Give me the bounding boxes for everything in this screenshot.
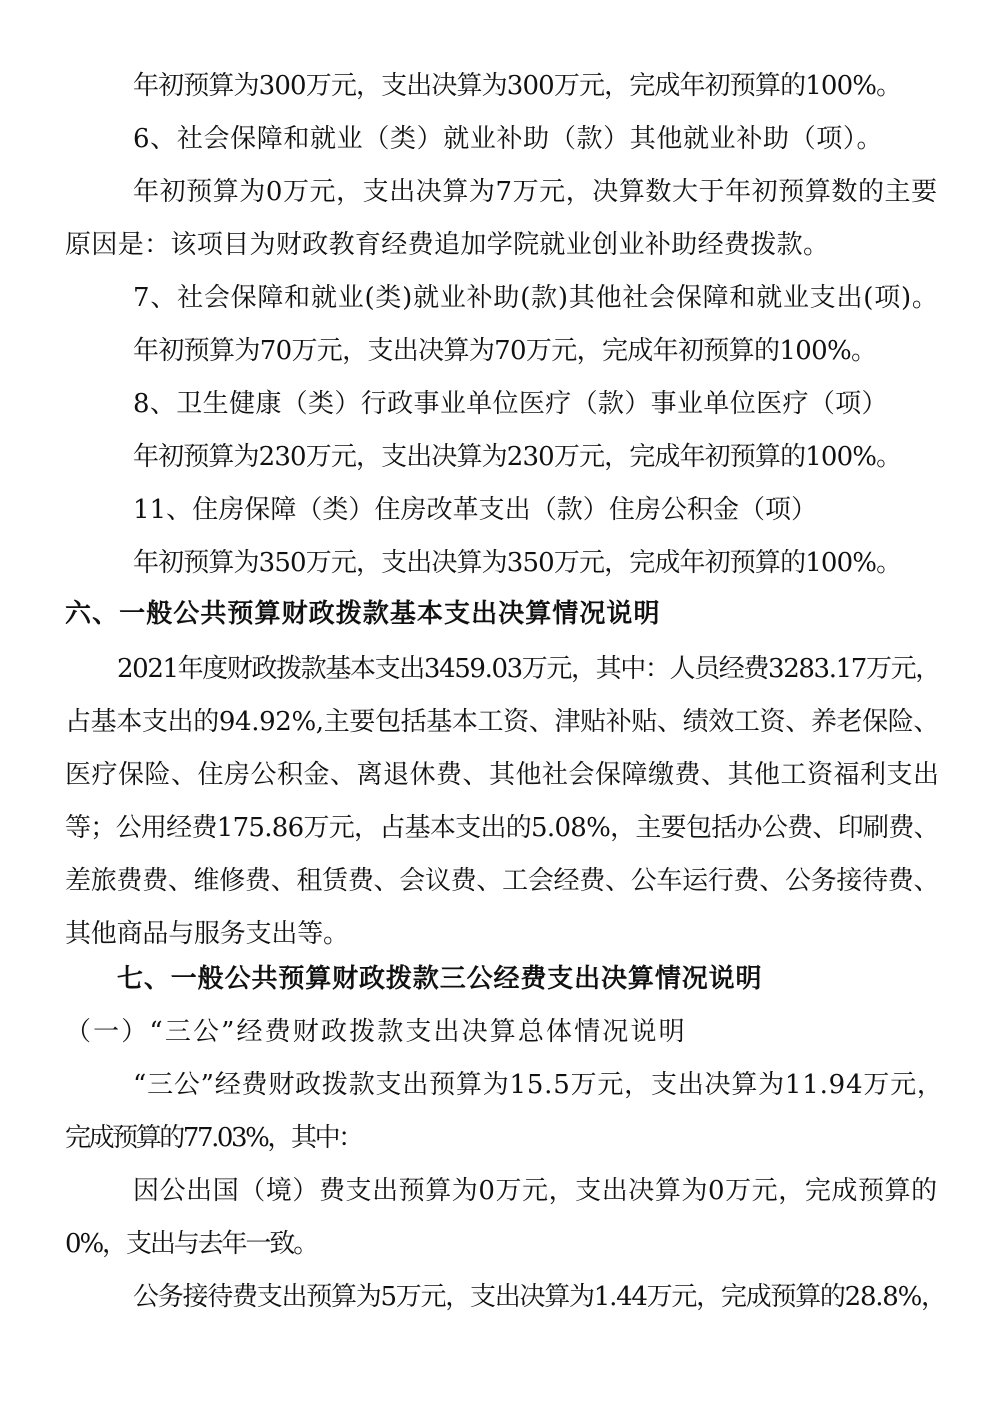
item-6-heading: 6、社会保障和就业（类）就业补助（款）其他就业补助（项）。: [133, 124, 884, 154]
text-line-budget-0: 年初预算为0万元，支出决算为7万元，决算数大于年初预算数的主要: [133, 177, 938, 207]
section-6-heading: 六、一般公共预算财政拨款基本支出决算情况说明: [65, 599, 661, 629]
text-line-same-as-last-year: 0%，支出与去年一致。: [65, 1229, 318, 1259]
text-line-reception-expenses: 公务接待费支出预算为5万元，支出决算为1.44万元，完成预算的28.8%，: [133, 1282, 946, 1312]
subsection-1-heading: （一）“三公”经费财政拨款支出决算总体情况说明: [65, 1017, 687, 1047]
text-line-travel-expenses: 差旅费费、维修费、租赁费、会议费、工会经费、公车运行费、公务接待费、: [65, 866, 940, 896]
text-line-budget-230: 年初预算为230万元，支出决算为230万元，完成年初预算的100%。: [133, 442, 902, 472]
text-line-other-goods: 其他商品与服务支出等。: [65, 919, 349, 949]
text-line-personnel-share: 占基本支出的94.92%,主要包括基本工资、津贴补贴、绩效工资、养老保险、: [65, 707, 940, 737]
text-line-reason: 原因是：该项目为财政教育经费追加学院就业创业补助经费拨款。: [65, 230, 830, 260]
text-line-overseas-travel: 因公出国（境）费支出预算为0万元，支出决算为0万元，完成预算的: [133, 1176, 938, 1206]
item-7-heading: 7、社会保障和就业(类)就业补助(款)其他社会保障和就业支出(项)。: [133, 283, 939, 313]
text-line-public-expenses: 等；公用经费175.86万元，占基本支出的5.08%，主要包括办公费、印刷费、: [65, 813, 939, 843]
section-7-heading: 七、一般公共预算财政拨款三公经费支出决算情况说明: [117, 964, 763, 994]
item-8-heading: 8、卫生健康（类）行政事业单位医疗（款）事业单位医疗（项）: [133, 389, 888, 419]
text-line-completion-rate: 完成预算的77.03%，其中：: [65, 1123, 362, 1153]
item-11-heading: 11、住房保障（类）住房改革支出（款）住房公积金（项）: [133, 495, 818, 525]
text-line-budget-350: 年初预算为350万元，支出决算为350万元，完成年初预算的100%。: [133, 548, 902, 578]
text-line-budget-300: 年初预算为300万元，支出决算为300万元，完成年初预算的100%。: [133, 71, 902, 101]
text-line-insurance: 医疗保险、住房公积金、离退休费、其他社会保障缴费、其他工资福利支出: [65, 760, 940, 790]
text-line-budget-70: 年初预算为70万元，支出决算为70万元，完成年初预算的100%。: [133, 336, 877, 366]
text-line-basic-expenditure: 2021年度财政拨款基本支出3459.03万元，其中：人员经费3283.17万元，: [117, 654, 940, 684]
text-line-three-public-total: “三公”经费财政拨款支出预算为15.5万元，支出决算为11.94万元，: [133, 1070, 944, 1100]
